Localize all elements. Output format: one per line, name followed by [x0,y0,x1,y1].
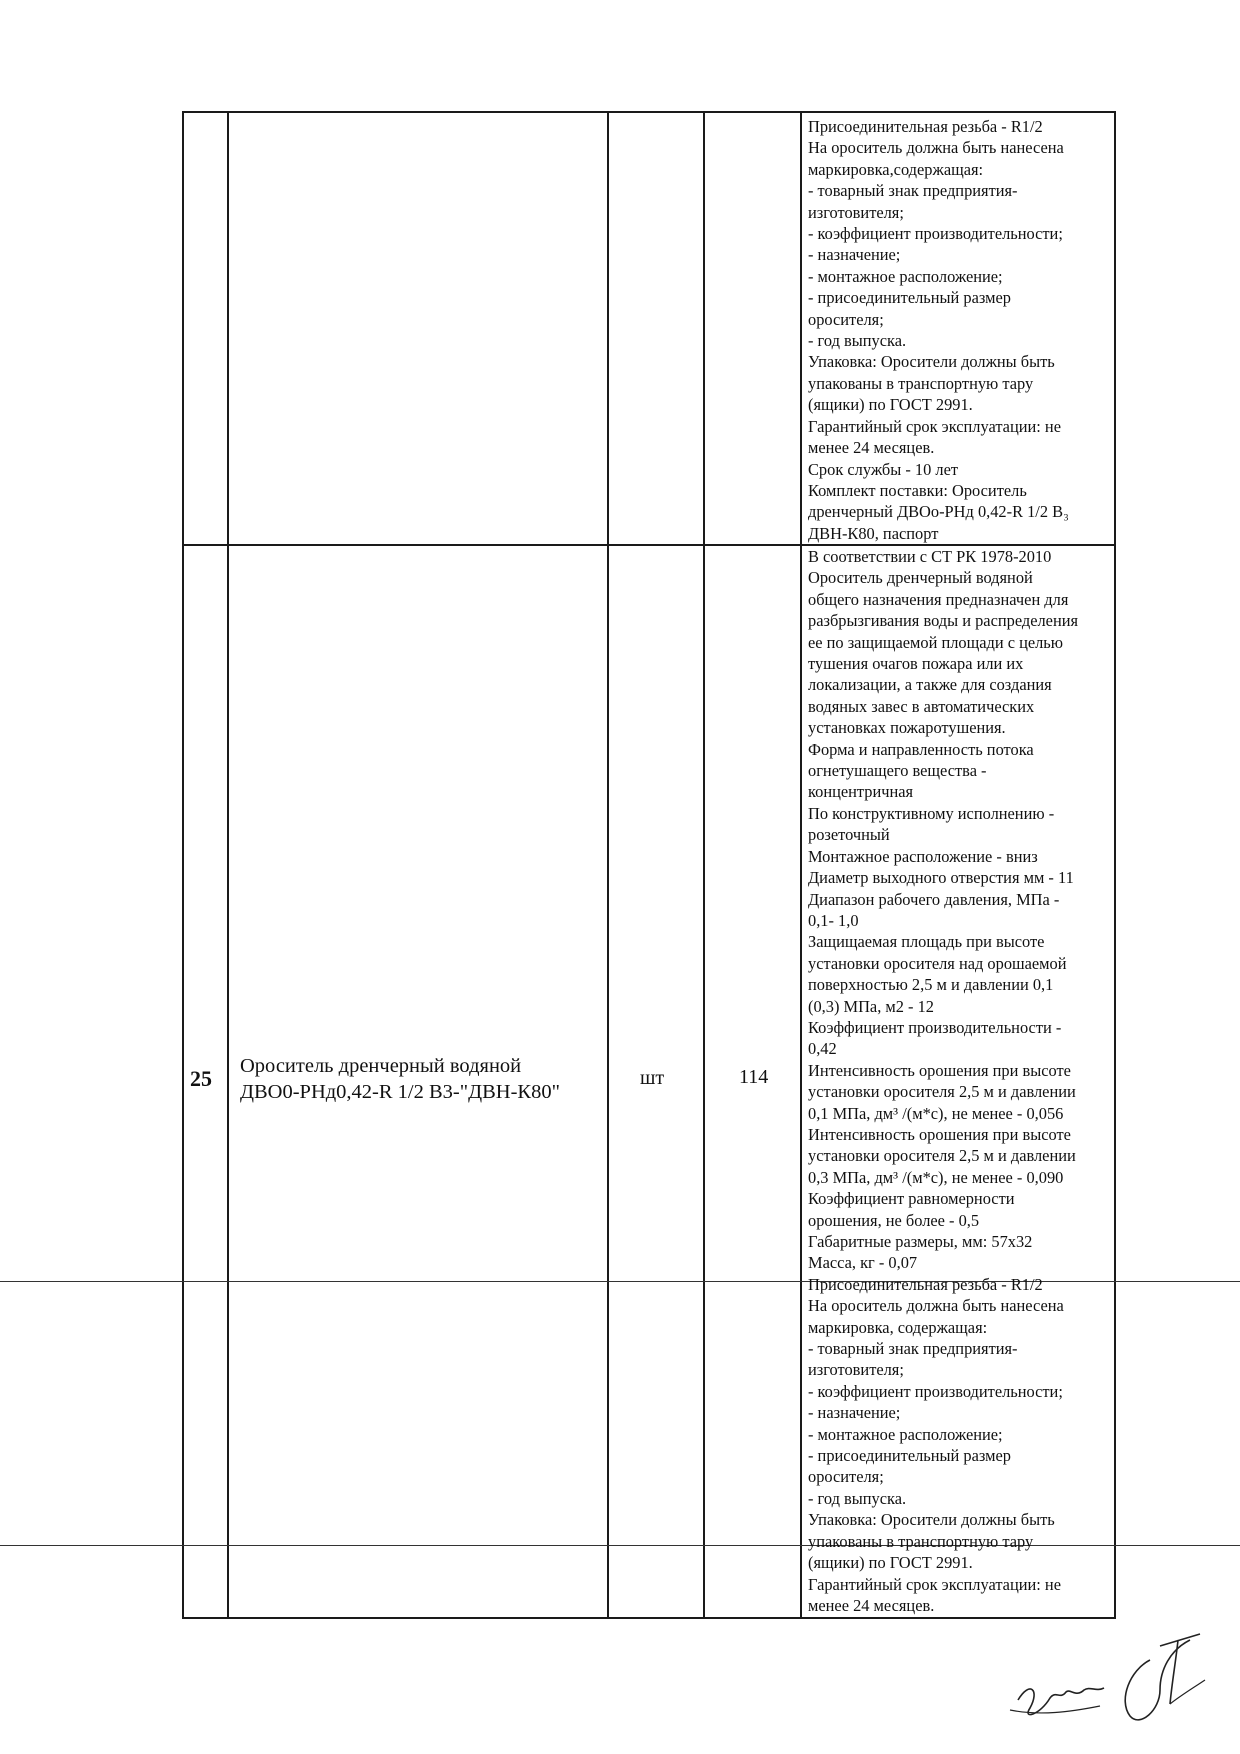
description-line: Форма и направленность потока [808,739,1034,759]
description-line: - коэффициент производительности; [808,1381,1063,1401]
column-divider-name [607,111,609,1619]
description-line: Масса, кг - 0,07 [808,1253,918,1273]
column-divider-unit [703,111,705,1619]
description-line: менее 24 месяцев. [808,1595,935,1615]
description-line: установки оросителя 2,5 м и давлении [808,1082,1076,1102]
description-line: розеточный [808,825,890,845]
description-line: Интенсивность орошения при высоте [808,1060,1071,1080]
description-line: - год выпуска. [808,331,907,351]
description-line: - назначение; [808,245,901,265]
column-divider-number [227,111,229,1619]
table-border-left [182,111,184,1619]
description-line: Монтажное расположение - вниз [808,846,1038,866]
description-line: маркировка, содержащая: [808,1317,988,1337]
description-line: Присоединительная резьба - R1/2 [808,117,1043,136]
description-line: установках пожаротушения. [808,718,1006,738]
description-line: Гарантийный срок эксплуатации: не [808,416,1061,436]
description-line: Коэффициент равномерности [808,1189,1015,1209]
description-line: Гарантийный срок эксплуатации: не [808,1574,1061,1594]
description-line: орошения, не более - 0,5 [808,1210,980,1230]
description-line: (ящики) по ГОСТ 2991. [808,395,973,415]
description-line: Диапазон рабочего давления, МПа - [808,889,1060,909]
description-line: Упаковка: Оросители должны быть [808,1510,1055,1530]
description-line: - назначение; [808,1403,901,1423]
description-line: установки оросителя 2,5 м и давлении [808,1146,1076,1166]
description-line: водяных завес в автоматических [808,696,1035,716]
description-line: общего назначения предназначен для [808,589,1069,609]
description-line: ее по защищаемой площади с целью [808,632,1064,652]
description-line: разбрызгивания воды и распределения [808,611,1079,631]
table-border-top [182,111,1116,113]
description-line: тушения очагов пожара или их [808,654,1024,674]
item-name-line: Ороситель дренчерный водяной [240,1055,522,1077]
description-line: оросителя; [808,1467,884,1487]
description-line: Комплект поставки: Ороситель [808,480,1027,500]
description-line: - товарный знак предприятия- [808,181,1018,201]
description-line: Коэффициент производительности - [808,1017,1062,1037]
description-line: маркировка,содержащая: [808,159,984,179]
row-description [808,546,1108,1616]
description-line: упакованы в транспортную тару [808,373,1034,393]
description-line: - монтажное расположение; [808,266,1003,286]
description-line: На ороситель должна быть нанесена [808,138,1064,158]
table-border-bottom [182,1617,1116,1619]
description-line: менее 24 месяцев. [808,438,935,458]
row-number: 25 [190,1066,212,1091]
description-line: В соответствии с СТ РК 1978-2010 [808,547,1052,566]
description-line: упакованы в транспортную тару [808,1531,1034,1551]
description-line: установки оросителя над орошаемой [808,953,1067,973]
description-line: Габаритные размеры, мм: 57х32 [808,1232,1033,1251]
description-line: Срок службы - 10 лет [808,459,959,479]
item-quantity: 114 [739,1066,769,1088]
description-line: 0,1- 1,0 [808,910,859,930]
description-line: огнетушащего вещества - [808,761,987,781]
description-line: 0,3 МПа, дм³ /(м*с), не менее - 0,090 [808,1167,1064,1187]
description-line: - монтажное расположение; [808,1424,1003,1444]
description-line: (ящики) по ГОСТ 2991. [808,1553,973,1573]
description-line: - год выпуска. [808,1488,907,1508]
row-description [808,116,1108,544]
column-divider-quantity [800,111,802,1619]
description-line: По конструктивному исполнению - [808,803,1055,823]
description-line: поверхностью 2,5 м и давлении 0,1 [808,975,1054,995]
description-line: концентричная [808,782,914,802]
description-line: (0,3) МПа, м2 - 12 [808,996,934,1016]
description-line: изготовителя; [808,202,904,222]
description-line: дренчерный ДВОо-РНд 0,42-R 1/2 В₃ [808,502,1069,522]
description-line: локализации, а также для создания [808,675,1052,695]
description-line: ДВН-К80, паспорт [808,523,939,543]
description-line: Интенсивность орошения при высоте [808,1124,1071,1144]
description-line: - товарный знак предприятия- [808,1339,1018,1359]
item-unit: шт [640,1067,665,1089]
description-line: - коэффициент производительности; [808,224,1063,244]
description-line: На ороситель должна быть нанесена [808,1296,1064,1316]
description-line: 0,1 МПа, дм³ /(м*с), не менее - 0,056 [808,1103,1064,1123]
description-line: Ороситель дренчерный водяной [808,568,1033,588]
description-line: изготовителя; [808,1360,904,1380]
description-line: оросителя; [808,309,884,329]
description-line: Диаметр выходного отверстия мм - 11 [808,868,1074,888]
signature-image [1000,1620,1220,1730]
description-line: Защищаемая площадь при высоте [808,932,1045,952]
item-name [240,1053,605,1105]
description-line: 0,42 [808,1039,837,1059]
item-name-line: ДВО0-РНд0,42-R 1/2 В3-"ДВН-К80" [240,1081,560,1103]
description-line: - присоединительный размер [808,1446,1011,1466]
table-border-right [1114,111,1116,1619]
description-line: Присоединительная резьба - R1/2 [808,1274,1043,1294]
description-line: - присоединительный размер [808,288,1011,308]
description-line: Упаковка: Оросители должны быть [808,352,1055,372]
